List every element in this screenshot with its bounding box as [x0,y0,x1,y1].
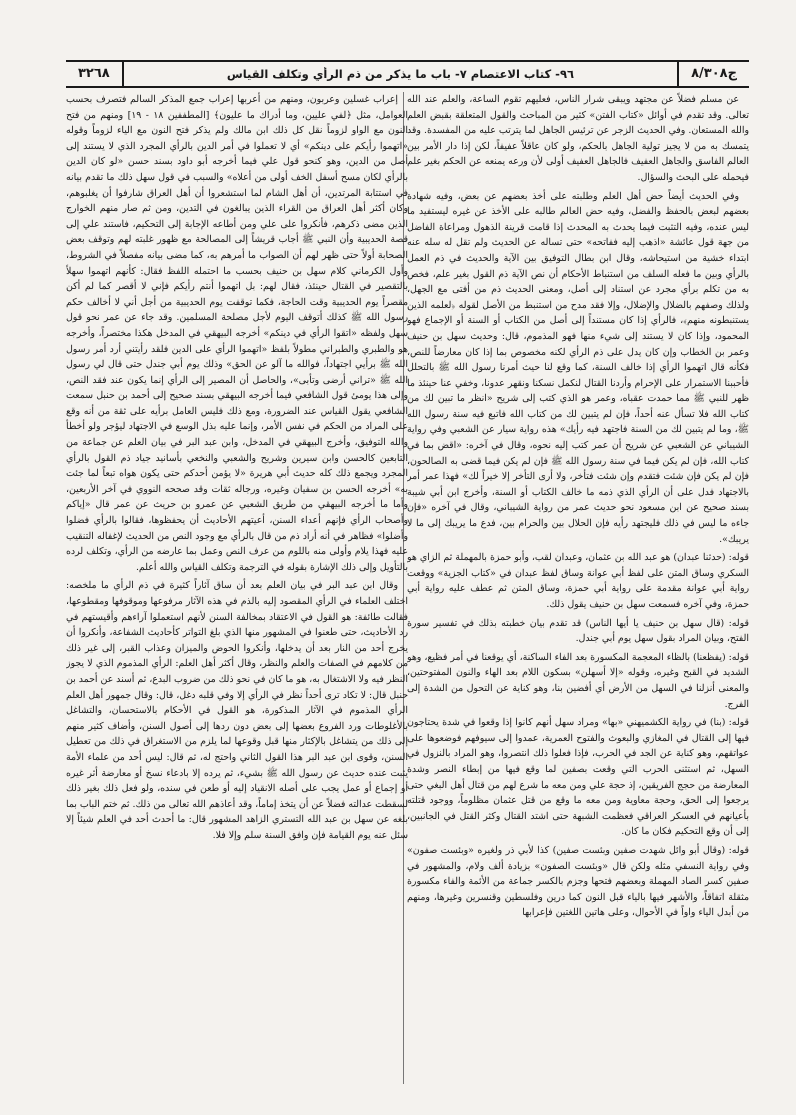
right-text-column [407,92,749,1087]
commentary-paragraph: قوله: (وقال أبو وائل شهدت صفين وبئست صفين) كذا لأبي ذر ولغيره «وبئست صفون» وفي رواية النسفي مثله ولكن قال «وبئست الصفون» بزيادة ألف ولام، والمشهور في صفين كسر الصاد المهملة وبعضهم فتحها وجزم بالكسر جماعة من الأئمة والفاء مكسورة مثقلة اتفاقاً، والأشهر فيها بالياء قبل النون كما درين وفلسطين وقنسرين وغيرها، ومنهم من أبدل الياء واواً في الأحوال، وعلى هاتين اللغتين فإعرابها [407,844,749,919]
commentary-paragraph: قوله: (حدثنا عبدان) هو عبد الله بن عثمان، وعبدان لقب، وأبو حمزة بالمهملة ثم الزاي هو السكري وساق المتن على لفظ أبي عوانة وساق لفظ عبدان في «كتاب الجزية» ووقعت رواية أبي عوانة مقدمة على رواية أبي حمزة، وساق المتن ثم عطف عليه رواية أبي حمزة، وفي آخره فسمعت سهل بن حنيف يقول ذلك. [407,552,749,610]
header-chapter-title: ٩٦- كتاب الاعتصام ٧- باب ما يذكر من ذم الرأي وتكلف القياس [226,67,575,81]
left-text-column [66,92,408,1087]
header-volume-page: ج٨/٣٠٨ [677,62,749,86]
paragraph: إعراب غسلين وعربون، ومنهم من أعربها إعراب جمع المذكر السالم فتصرف بحسب العوامل، مثل ﴿لفي عليين، وما أدراك ما عليون﴾ [المطففين ١٨ - ١٩] ومنهم من فتح النون مع الواو لزوماً نقل كل ذلك ابن مالك ولم يذكر فتح النون مع الياء لزوماً وقوله «اتهموا رأيكم على دينكم» أي لا تعملوا في أمر الدين بالرأي المجرد الذي لا يستند إلى أصل من الدين، وهو كنحو قول علي فيما أخرجه أبو داود بسند حسن «لو كان الدين بالرأي لكان مسح أسفل الخف أولى من أعلاه» والسبب في قول سهل ذلك ما تقدم بيانه في استتابة المرتدين، أن أهل الشام لما استشعروا أن أهل العراق شارفوا أن يغلبوهم، وكان أكثر أهل العراق من القراء الذين يبالغون في التدين، ومن ثم صار منهم الخوارج الذين مضى ذكرهم، فأنكروا على علي ومن أطاعه الإجابة إلى التحكيم، فاستند علي إلى قصة الحديبية وأن النبي ﷺ أجاب قريشاً إلى المصالحة مع ظهور غلبته لهم وتوقف بعض الصحابة أولاً حتى ظهر لهم أن الصواب ما أمرهم به، كما مضى بيانه مفصلاً في الشروط، وأول الكرماني كلام سهل بن حنيف بحسب ما احتمله اللفظ فقال: كأنهم اتهموا سهلاً بالتقصير في القتال حينئذ، فقال لهم: بل اتهموا أنتم رأيكم فإني لا أقصر كما لم أكن مقصراً يوم الحديبية وقت الحاجة، فكما توقفت يوم الحديبية من أجل أني لا أخالف حكم رسول الله ﷺ كذلك أتوقف اليوم لأجل مصلحة المسلمين. وقد جاء عن عمر نحو قول سهل ولفظه «اتقوا الرأي في دينكم» أخرجه البيهقي في المدخل هكذا مختصراً، وأخرجه هو والطبري والطبراني مطولاً بلفظ «اتهموا الرأي على الدين فلقد رأيتني أرد أمر رسول الله ﷺ برأيي اجتهاداً، فوالله ما آلو عن الحق» وذلك يوم أبي جندل حتى قال لي رسول الله ﷺ «تراني أرضى وتأبى»، والحاصل أن المصير إلى الرأي إنما يكون عند فقد النص، وإلى هذا يومئ قول الشافعي فيما أخرجه البيهقي بسند صحيح إلى أحمد بن حنبل سمعت الشافعي يقول القياس عند الضرورة، ومع ذلك فليس العامل برأيه على ثقة من أنه وقع على المراد من الحكم في نفس الأمر، وإنما عليه بذل الوسع في الاجتهاد ليؤجر ولو أخطأ والله التوفيق، وأخرج البيهقي في المدخل، وابن عبد البر في بيان العلم عن جماعة من التابعين كالحسن وابن سيرين وشريح والشعبي والنخعي بأسانيد جياد ذم القول بالرأي المجرد ويجمع ذلك كله حديث أبي هريرة «لا يؤمن أحدكم حتى يكون هواه تبعاً لما جئت به» أخرجه الحسن بن سفيان وغيره، ورجاله ثقات وقد صححه النووي في آخر الأربعين، وأما ما أخرجه البيهقي من طريق الشعبي عن عمرو بن حريث عن عمر قال «إياكم وأصحاب الرأي فإنهم أعداء السنن، أعيتهم الأحاديث أن يحفظوها، فقالوا بالرأي فضلوا وأضلوا» فظاهر في أنه أراد ذم من قال بالرأي مع وجود النص من الحديث لإغفاله التنقيب عليه فهذا يلام وأولى منه باللوم من عرف النص وعمل بما عارضه من الرأي، وتكلف لرده بالتأويل وإلى ذلك الإشارة بقوله في الترجمة وتكلف القياس والله أعلم. [66,94,408,573]
commentary-paragraph: قوله: (قال سهل بن حنيف يا أيها الناس) قد تقدم بيان خطبته بذلك في تفسير سورة الفتح، وبيان المراد بقول سهل يوم أبي جندل. [407,617,749,645]
commentary-paragraph: قوله: (يفظعنا) بالظاء المعجمة المكسورة بعد الفاء الساكنة، أي يوقعنا في أمر فظيع، وهو الشديد في القبح وغيره، وقوله «إلا أسهلن» بسكون اللام بعد الهاء والنون المفتوحتين، والمعنى أنزلنا في السهل من الأرض أي أفضين بنا، وهو كناية عن التحول من الشدة إلى الفرج. [407,651,749,710]
commentary-paragraph: قوله: (بنا) في رواية الكشميهني «بها» ومراد سهل أنهم كانوا إذا وقعوا في شدة يحتاجون فيها إلى القتال في المغازي والبعوث والفتوح العمرية، عمدوا إلى سيوفهم فوضعوها على عواتقهم، وهو كناية عن الجد في الحرب، فإذا فعلوا ذلك انتصروا، وهو المراد بالنزول في السهل، ثم استثنى الحرب التي وقعت بصفين لما وقع فيها من إبطاء النصر وشدة المعارضة من حجج الفريقين، إذ حجة علي ومن معه ما شرع لهم من قتال أهل البغي حتى يرجعوا إلى الحق، وحجة معاوية ومن معه ما وقع من قتل عثمان مظلوماً، ووجود قتلته بأعيانهم في العسكر العراقي فعظمت الشبهة حتى اشتد القتال وكثر القتل في الجانبين، إلى أن وقع التحكيم فكان ما كان. [407,717,749,838]
paragraph: وقال ابن عبد البر في بيان العلم بعد أن ساق آثاراً كثيرة في ذم الرأي ما ملخصه: اختلف العلماء في الرأي المقصود إليه بالذم في هذه الآثار مرفوعها وموقوفها ومقطوعها، فقالت طائفة: هو القول في الاعتقاد بمخالفة السنن لأنهم استعملوا آراءهم وأقيستهم في رد الأحاديث، حتى طعنوا في المشهور منها الذي بلغ التواتر كأحاديث الشفاعة، وأنكروا أن يخرج أحد من النار بعد أن يدخلها، وأنكروا الحوض والميزان وعذاب القبر، إلى غير ذلك من كلامهم في الصفات والعلم والنظر، وقال أكثر أهل العلم: الرأي المذموم الذي لا يجوز النظر فيه ولا الاشتغال به، هو ما كان في نحو ذلك من ضروب البدع، ثم أسند عن أحمد بن حنبل قال: لا تكاد ترى أحداً نظر في الرأي إلا وفي قلبه دغل، قال: وقال جمهور أهل العلم الرأي المذموم في الآثار المذكورة، هو القول في الأحكام بالاستحسان، والتشاغل بالأغلوطات ورد الفروع بعضها إلى بعض دون ردها إلى أصول السنن، وأضاف كثير منهم إلى ذلك من يتشاغل بالإكثار منها قبل وقوعها لما يلزم من الاستغراق في ذلك من تعطيل السنن، وقوى ابن عبد البر هذا القول الثاني واحتج له، ثم قال: ليس أحد من علماء الأمة يثبت عنده حديث عن رسول الله ﷺ بشيء، ثم يرده إلا بادعاء نسخ أو معارضة أثر غيره أو إجماع أو عمل يجب على أصله الانقياد إليه أو طعن في سنده، ولو فعل ذلك بغير ذلك لسقطت عدالته فضلاً عن أن يتخذ إماماً، وقد أعاذهم الله تعالى من ذلك. ثم ختم الباب بما بلغه عن سهل بن عبد الله التستري الزاهد المشهور قال: ما أحدث أحد في العلم شيئاً إلا سئل عنه يوم القيامة فإن وافق السنة سلم وإلا فلا. [66,580,408,841]
page-header [66,60,749,88]
paragraph: عن مسلم فضلاً عن مجتهد ويبقى شرار الناس، فعليهم تقوم الساعة، والعلم عند الله تعالى. وقد تقدم في أوائل «كتاب الفتن» كثير من المباحث والقول المتعلقة بقبض العلم والله المستعان. وفي الحديث الزجر عن ترئيس الجاهل لما يترتب عليه من المفسدة. وقد يتمسك به من لا يجيز تولية الجاهل بالحكم، ولو كان عاقلاً عفيفاً، لكن إذا دار الأمر بين العالم الفاسق والجاهل العفيف فالجاهل العفيف أولى لأن ورعه يمنعه عن الحكم بغير علم فيحمله على البحث والسؤال. [407,94,749,183]
paragraph: وفي الحديث أيضاً حض أهل العلم وطلبته على أخذ بعضهم عن بعض، وفيه شهادة بعضهم لبعض بالحفظ والفضل، وفيه حض العالم طالبه على الأخذ عن غيره ليستفيد ما ليس عنده، وفيه التثبت فيما يحدث به المحدث إذا قامت قرينة الذهول ومراعاة الفاضل من جهة قول عائشة «اذهب إليه ففاتحه» حتى تساله عن الحديث ولم تقل له سله عنه ابتداء خشية من استيحاشه، وقال ابن بطال التوفيق بين الآية والحديث في ذم العمل بالرأي وبين ما فعله السلف من استنباط الأحكام أن نص الآية ذم القول بغير علم، فخص به من تكلم برأي مجرد عن استناد إلى أصل، ومعنى الحديث ذم من أفتى مع الجهل، ولذلك وصفهم بالضلال والإضلال، وإلا فقد مدح من استنبط من الأصل لقوله ﴿لعلمه الذين يستنبطونه منهم﴾، فالرأي إذا كان مستنداً إلى أصل من الكتاب أو السنة أو الإجماع فهو المحمود، وإذا كان لا يستند إلى شيء منها فهو المذموم، قال: وحديث سهل بن حنيف وعمر بن الخطاب وإن كان يدل على ذم الرأي لكنه مخصوص بما إذا كان معارضاً للنص، فكأنه قال اتهموا الرأي إذا خالف السنة، كما وقع لنا حيث أمرنا رسول الله ﷺ بالتحلل فأحببنا الاستمرار على الإحرام وأردنا القتال لنكمل نسكنا ونقهر عدونا، وخفي عنا حينئذ ما ظهر للنبي ﷺ مما حمدت عقباه، وعمر هو الذي كتب إلى شريح «انظر ما تبين لك من كتاب الله فلا تسأل عنه أحداً، فإن لم يتبين لك من كتاب الله فاتبع فيه سنة رسول الله ﷺ، وما لم يتبين لك من السنة فاجتهد فيه رأيك» هذه رواية سيار عن الشعبي وفي رواية الشيباني عن الشعبي عن شريح أن عمر كتب إليه نحوه، وقال في آخره: «اقض بما في كتاب الله، فإن لم يكن فيما في سنة رسول الله ﷺ فإن لم يكن فيما قضى به الصالحون، فإن لم يكن فإن شئت فتقدم وإن شئت فتأخر، ولا أرى التأخر إلا خيراً لك» فهذا عمر أمر بالاجتهاد فدل على أن الرأي الذي ذمه ما خالف الكتاب أو السنة، وأخرج ابن أبي شيبة بسند صحيح عن ابن مسعود نحو حديث عمر من رواية الشيباني، وقال في آخره «فإن جاءه ما ليس في ذلك فليجتهد رأيه فإن الحلال بين والحرام بين، فدع ما يريبك إلى ما لا يريبك». [407,190,749,545]
header-page-number-left: ٣٢٦٨ [66,62,124,86]
